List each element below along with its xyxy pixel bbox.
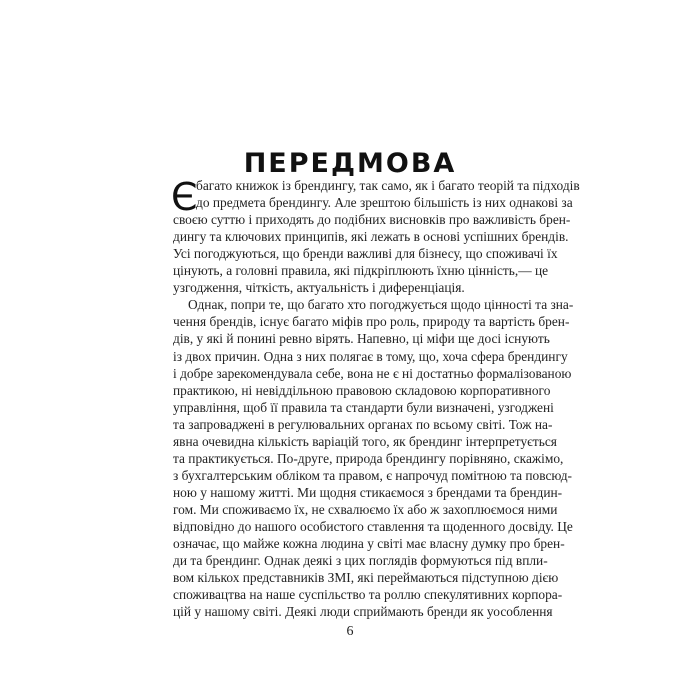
text-line: Однак, попри те, що багато хто погоджується щодо цінності та зна-: [188, 297, 574, 313]
text-line: з бухгалтерським обліком та правом, є напрочуд помітною та повсюд-: [173, 467, 573, 483]
text-line: явна очевидна кількість варіацій того, як брендинг інтерпретується: [173, 433, 557, 449]
text-line: Усі погоджуються, що бренди важливі для бізнесу, що споживачі їх: [173, 246, 558, 262]
page-title: ПЕРЕДМОВА: [243, 148, 457, 179]
text-line: управління, щоб її правила та стандарти були визначені, узгоджені: [173, 399, 554, 415]
text-line: чення брендів, існує багато міфів про роль, природу та вартість брен-: [173, 314, 570, 330]
text-line: ною у нашому житті. Ми щодня стикаємося з брендами та брендин-: [173, 484, 563, 500]
text-line: практикою, ні невіддільною правовою складовою корпоративного: [173, 382, 551, 398]
text-line: із двох причин. Одна з них полягає в тому, що, хоча сфера брендингу: [173, 348, 568, 364]
text-line: та запроваджені в регулювальних органах по всьому світі. Тож на-: [173, 416, 553, 432]
text-line: дингу та ключових принципів, які лежать в основі успішних брендів.: [173, 229, 569, 245]
text-line: ди та брендинг. Однак деякі з цих поглядів формуються під впли-: [173, 553, 548, 569]
text-line: своєю суттю і приходять до подібних висновків про важливість брен-: [173, 212, 571, 228]
text-line: багато книжок із брендингу, так само, як і багато теорій та підходів: [196, 178, 580, 193]
drop-cap: Є: [171, 175, 198, 219]
text-line: відповідно до нашого особистого ставлення та щоденного досвіду. Це: [173, 519, 573, 534]
page-number: 6: [346, 624, 354, 639]
text-line: до предмета брендингу. Але зрештою більшість із них однакові за: [196, 195, 573, 211]
text-line: споживацтва на наше суспільство та роллю спекулятивних корпора-: [173, 587, 563, 603]
text-line: узгодження, чіткість, актуальність і диференціація.: [173, 280, 465, 296]
text-line: вом кількох представників ЗМІ, які переймаються підступною дією: [173, 570, 559, 586]
text-line: цінують, а головні правила, які підкріплюють їхню цінність,— це: [173, 263, 549, 279]
text-line: і добре зарекомендувала себе, вона не є ні достатньо формалізованою: [173, 365, 572, 381]
text-line: цій у нашому світі. Деякі люди сприймають бренди як уособлення: [173, 604, 553, 620]
text-line: означає, що майже кожна людина у світі має власну думку про брен-: [173, 536, 565, 552]
text-line: дів, у які й понині ревно вірять. Напевно, ці міфи ще досі існують: [173, 331, 550, 347]
text-line: гом. Ми споживаємо їх, не схвалюємо їх або ж захоплюємося ними: [173, 501, 558, 517]
text-line: та практикується. По-друге, природа брендингу порівняно, скажімо,: [173, 450, 564, 466]
